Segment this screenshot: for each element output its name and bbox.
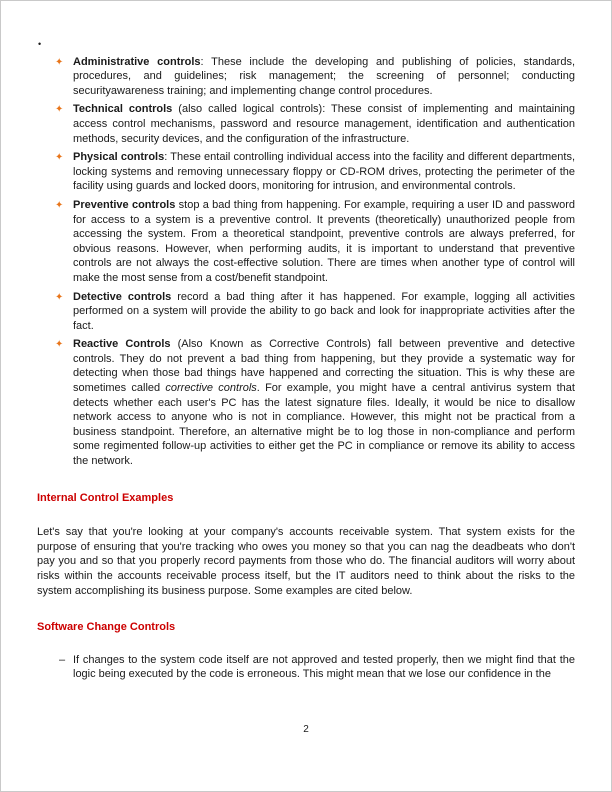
list-item-text <box>73 337 575 468</box>
list-item <box>55 55 575 99</box>
star-bullet-icon: ✦ <box>55 104 64 116</box>
text-segment: Preventive controls <box>73 198 176 211</box>
heading-internal-control-examples: Internal Control Examples <box>37 491 174 504</box>
text-segment: . For example, you might have a central antivirus system that detects whether each user's PC has the latest signature files. Ideally, it would be nice to disallow network access to anyone who is not in compliance. However, this might not be practical from a business standpoint. Therefore, an alternative might be to log those in non-compliance and perform some regimented follow-up activities to either get the PC in compliance or remove its ability to access the network. <box>73 382 575 468</box>
star-bullet-icon: ✦ <box>55 199 64 211</box>
top-level-bullet: • <box>38 39 42 49</box>
list-item-text <box>73 198 575 286</box>
list-item-text <box>73 290 575 334</box>
text-segment: : These include the developing and publishing of policies, standards, procedures, and guidelines; risk management; the screening of personnel; conducting securityawareness training; and implementing change control procedures. <box>73 55 576 97</box>
text-segment: record a bad thing after it has happened. For example, logging all activities performed on a system will provide the ability to go back and look for inappropriate activities after the fact. <box>73 290 575 332</box>
list-item <box>55 337 575 468</box>
list-item <box>55 198 575 286</box>
text-segment: : These entail controlling individual access into the facility and different departments, locking systems and removing unnecessary floppy or CD-ROM drives, protecting the perimeter of the facility using guards and locked doors, monitoring for intrusion, and environmental controls. <box>73 151 575 193</box>
list-item <box>55 150 575 194</box>
text-segment: (Also Known as Corrective Controls) fall between preventive and detective controls. They do not prevent a bad thing from happening, but they provide a systematic way for detecting when those bad things have happened and correcting the situation. This is why these are sometimes called <box>73 338 576 395</box>
text-segment: Reactive Controls <box>73 338 171 351</box>
star-bullet-icon: ✦ <box>55 152 64 164</box>
list-item-text <box>73 102 575 146</box>
text-segment: Administrative controls <box>73 55 201 68</box>
dash-item-text: If changes to the system code itself are not approved and tested properly, then we might find that the logic being executed by the code is erroneous. This might mean that we lose our confidence in the <box>73 653 575 681</box>
list-item <box>55 102 575 146</box>
list-item-text <box>73 55 575 99</box>
text-segment: Physical controls <box>73 151 165 164</box>
star-bullet-icon: ✦ <box>55 291 64 303</box>
star-bullet-icon: ✦ <box>55 339 64 351</box>
text-segment: Technical controls <box>73 103 173 116</box>
text-segment: Detective controls <box>73 290 172 303</box>
text-segment-italic: corrective controls <box>165 382 257 395</box>
dash-bullet: – <box>59 653 66 666</box>
list-item-text <box>73 150 575 194</box>
text-segment: (also called logical controls): These consist of implementing and maintaining access control mechanisms, password and resource management, identification and authentication methods, security devices, and the configuration of the infrastructure. <box>73 103 575 145</box>
page-number: 2 <box>303 724 309 735</box>
control-types-list <box>37 55 575 469</box>
text-segment: stop a bad thing from happening. For example, requiring a user ID and password for access to a system is a preventive control. It prevents (theoretically) unauthorized people from accessing the system. From a theoretical standpoint, preventive controls are always preferred, for obvious reasons. However, when performing audits, it is important to understand that preventive controls are not always the cost-effective solution. There are times when another type of control will make the most sense from a cost/benefit standpoint. <box>73 198 575 284</box>
heading-software-change-controls: Software Change Controls <box>37 621 176 634</box>
star-bullet-icon: ✦ <box>55 56 64 68</box>
list-item <box>55 290 575 334</box>
intro-paragraph: Let's say that you're looking at your company's accounts receivable system. That system exists for the purpose of ensuring that you're tracking who owes you money so that you can nag the deadbeats who don't pay you and so that you properly record payments from those who do. The financial auditors will worry about risks within the accounts receivable process itself, but the IT auditors need to think about the risks to the system accomplishing its business purpose. Some examples are cited below. <box>37 526 575 597</box>
dash-list-item <box>59 653 575 682</box>
